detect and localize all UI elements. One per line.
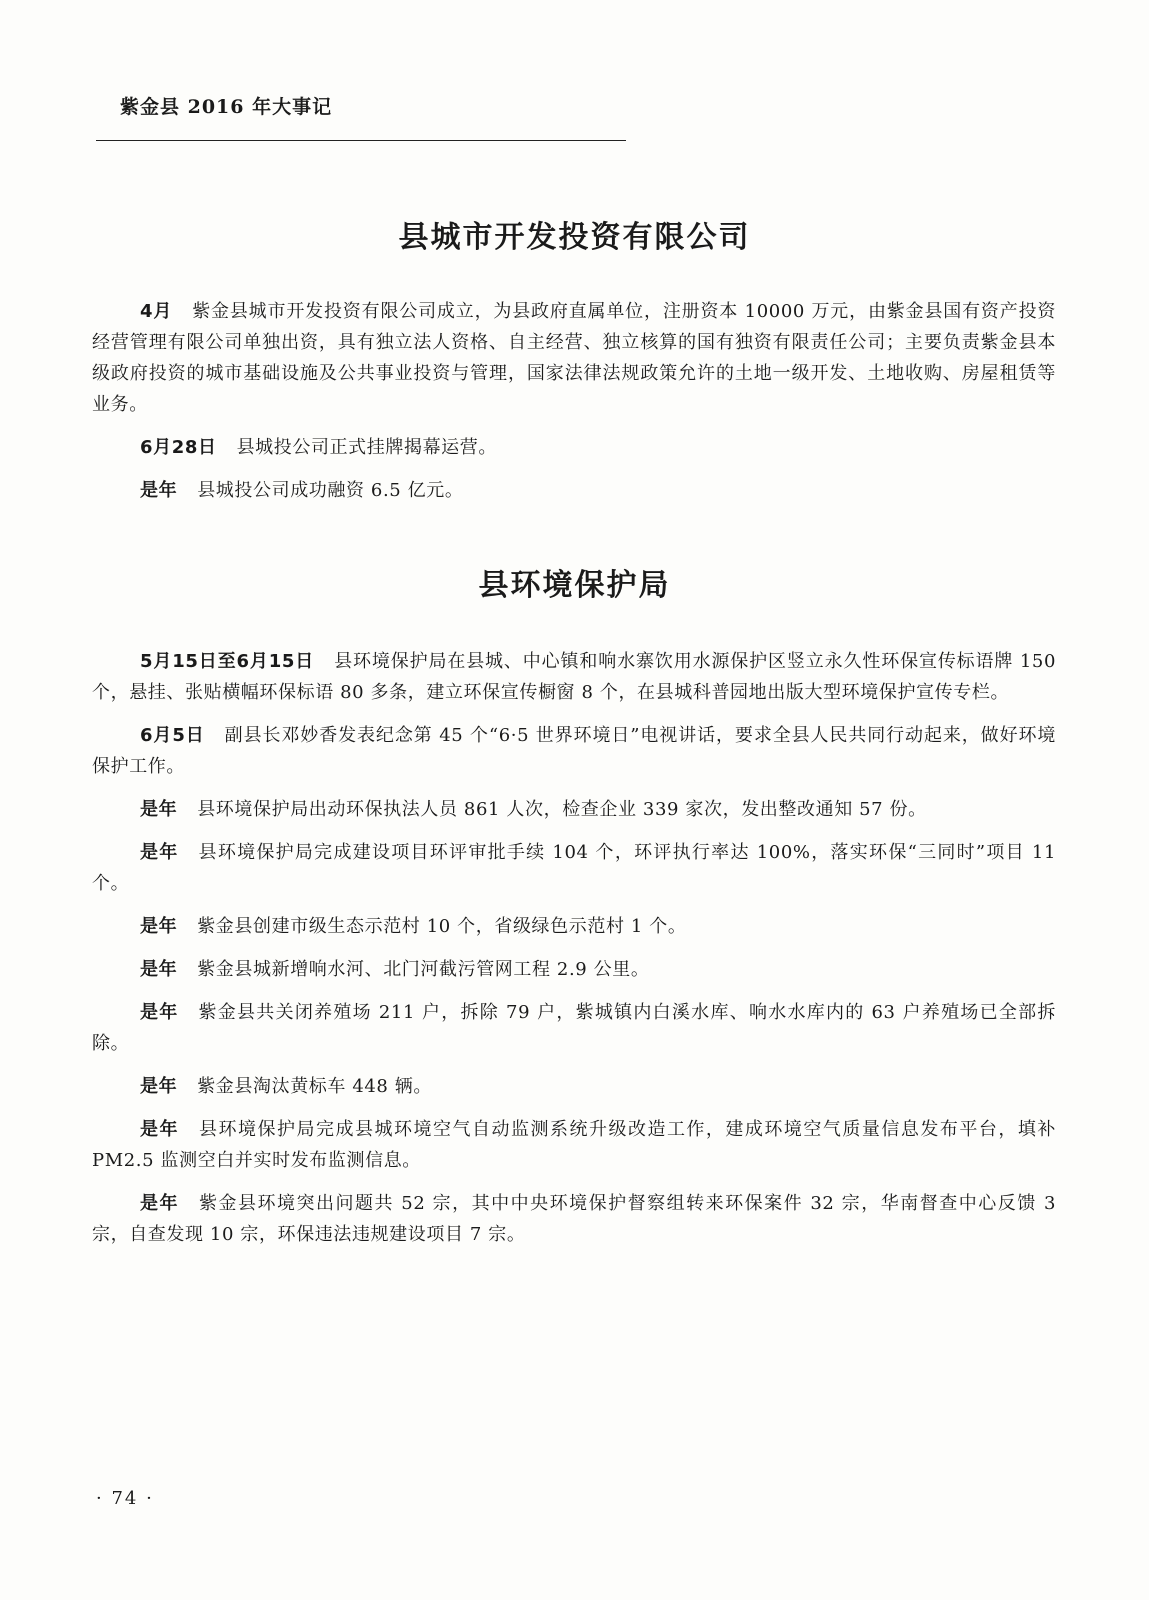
event-entry bbox=[92, 646, 1056, 708]
event-entry bbox=[92, 1114, 1056, 1176]
event-text: 县环境保护局完成建设项目环评审批手续 104 个，环评执行率达 100%，落实环保“三同时”项目 11 个。 bbox=[92, 842, 1057, 894]
section-body-environmental-protection bbox=[92, 646, 1056, 1262]
section-title-urban-investment: 县城市开发投资有限公司 bbox=[398, 220, 751, 255]
running-header: 紫金县 2016 年大事记 bbox=[120, 96, 333, 118]
event-entry bbox=[92, 475, 1056, 506]
event-text: 副县长邓妙香发表纪念第 45 个“6·5 世界环境日”电视讲话，要求全县人民共同行动起来，做好环境保护工作。 bbox=[92, 725, 1056, 777]
event-text: 紫金县城新增响水河、北门河截污管网工程 2.9 公里。 bbox=[197, 959, 650, 980]
event-date: 4月 bbox=[140, 301, 173, 322]
event-date: 5月15日至6月15日 bbox=[140, 651, 315, 672]
event-entry bbox=[92, 837, 1056, 899]
header-rule bbox=[96, 140, 626, 141]
event-text: 县环境保护局出动环保执法人员 861 人次，检查企业 339 家次，发出整改通知 57 份。 bbox=[197, 799, 927, 820]
event-text: 县城投公司正式挂牌揭幕运营。 bbox=[236, 437, 497, 458]
event-entry bbox=[92, 1071, 1056, 1102]
event-date: 是年 bbox=[140, 1119, 179, 1140]
event-text: 紫金县淘汰黄标车 448 辆。 bbox=[197, 1076, 433, 1097]
event-text: 紫金县环境突出问题共 52 宗，其中中央环境保护督察组转来环保案件 32 宗，华南督查中心反馈 3 宗，自查发现 10 宗，环保违法违规建设项目 7 宗。 bbox=[92, 1193, 1057, 1245]
event-date: 是年 bbox=[140, 1076, 178, 1097]
event-entry bbox=[92, 1188, 1056, 1250]
event-date: 6月28日 bbox=[140, 437, 217, 458]
event-text: 紫金县城市开发投资有限公司成立，为县政府直属单位，注册资本 10000 万元，由紫金县国有资产投资经营管理有限公司单独出资，具有独立法人资格、自主经营、独立核算的国有独资有限责任公司；主要负责紫金县本级政府投资的城市基础设施及公共事业投资与管理，国家法律法规政策允许的土地一级开发、土地收购、房屋租赁等业务。 bbox=[92, 301, 1056, 415]
event-entry bbox=[92, 432, 1056, 463]
section-body-urban-investment bbox=[92, 296, 1056, 518]
event-date: 6月5日 bbox=[140, 725, 205, 746]
page-number: · 74 · bbox=[96, 1488, 154, 1509]
event-date: 是年 bbox=[140, 1002, 179, 1023]
event-entry bbox=[92, 954, 1056, 985]
section-title-environmental-protection: 县环境保护局 bbox=[478, 568, 671, 603]
event-entry bbox=[92, 997, 1056, 1059]
event-date: 是年 bbox=[140, 842, 179, 863]
event-date: 是年 bbox=[140, 959, 178, 980]
event-date: 是年 bbox=[140, 916, 178, 937]
event-entry bbox=[92, 911, 1056, 942]
event-text: 紫金县创建市级生态示范村 10 个，省级绿色示范村 1 个。 bbox=[197, 916, 687, 937]
event-date: 是年 bbox=[140, 480, 178, 501]
event-entry bbox=[92, 720, 1056, 782]
event-entry bbox=[92, 296, 1056, 420]
event-text: 县环境保护局在县城、中心镇和响水寨饮用水源保护区竖立永久性环保宣传标语牌 150 个，悬挂、张贴横幅环保标语 80 多条，建立环保宣传橱窗 8 个，在县城科普园地出版大型环境保护宣传专栏。 bbox=[92, 651, 1057, 703]
event-date: 是年 bbox=[140, 1193, 180, 1214]
event-entry bbox=[92, 794, 1056, 825]
event-date: 是年 bbox=[140, 799, 178, 820]
event-text: 县环境保护局完成县城环境空气自动监测系统升级改造工作，建成环境空气质量信息发布平台，填补 PM2.5 监测空白并实时发布监测信息。 bbox=[92, 1119, 1056, 1171]
event-text: 紫金县共关闭养殖场 211 户，拆除 79 户，紫城镇内白溪水库、响水水库内的 63 户养殖场已全部拆除。 bbox=[92, 1002, 1057, 1054]
event-text: 县城投公司成功融资 6.5 亿元。 bbox=[197, 480, 464, 501]
